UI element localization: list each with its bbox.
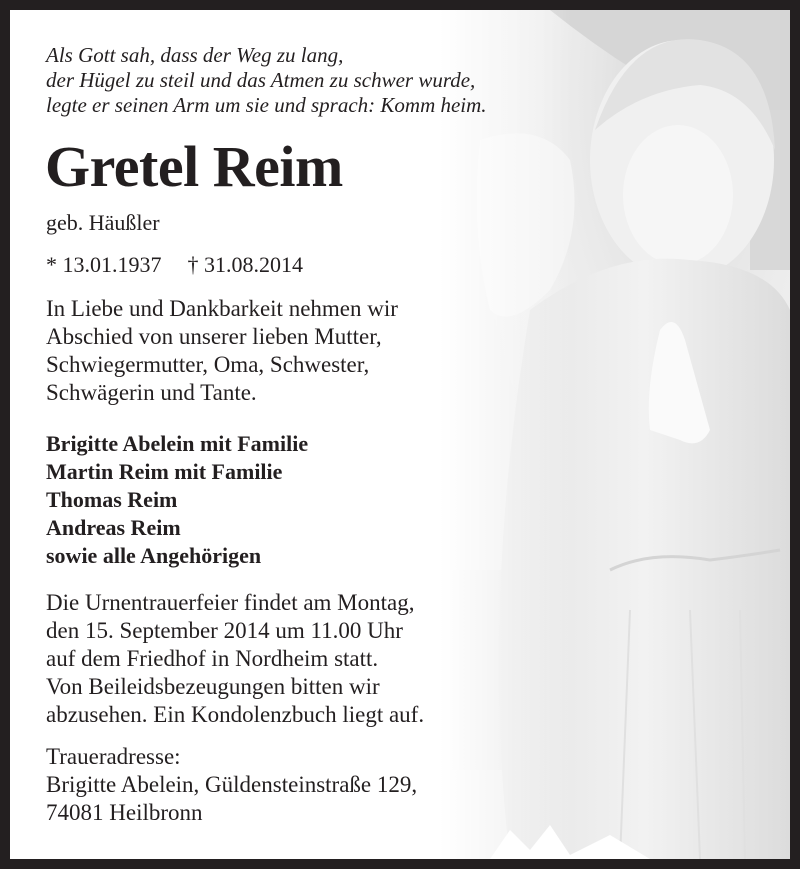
mourner: Martin Reim mit Familie xyxy=(46,459,283,484)
farewell-line: In Liebe und Dankbarkeit nehmen wir xyxy=(46,296,398,321)
poem-line: legte er seinen Arm um sie und sprach: Komm heim. xyxy=(46,93,487,117)
poem-line: Als Gott sah, dass der Weg zu lang, xyxy=(46,43,344,67)
life-dates xyxy=(46,251,303,279)
ceremony-line: Die Urnentrauerfeier findet am Montag, xyxy=(46,590,415,615)
birth-date: * 13.01.1937 xyxy=(46,252,162,277)
memorial-poem xyxy=(46,43,566,118)
ceremony-line: den 15. September 2014 um 11.00 Uhr xyxy=(46,618,403,643)
maiden-name: geb. Häußler xyxy=(46,210,160,235)
address-label: Traueradresse: xyxy=(46,744,181,769)
poem-line: der Hügel zu steil und das Atmen zu schwer wurde, xyxy=(46,68,476,92)
mourner: sowie alle Angehörigen xyxy=(46,543,262,568)
obituary-notice xyxy=(10,10,790,859)
farewell-text xyxy=(46,295,398,407)
address-line: 74081 Heilbronn xyxy=(46,800,203,825)
mourner: Thomas Reim xyxy=(46,487,178,512)
mourning-address xyxy=(46,743,417,827)
mourners-list xyxy=(46,430,308,570)
ceremony-details xyxy=(46,589,424,729)
ceremony-line: Von Beileidsbezeugungen bitten wir xyxy=(46,674,380,699)
mourner: Andreas Reim xyxy=(46,515,181,540)
death-date: † 31.08.2014 xyxy=(187,252,303,277)
farewell-line: Schwägerin und Tante. xyxy=(46,380,257,405)
ceremony-line: auf dem Friedhof in Nordheim statt. xyxy=(46,646,379,671)
mourner: Brigitte Abelein mit Familie xyxy=(46,431,309,456)
ceremony-line: abzusehen. Ein Kondolenzbuch liegt auf. xyxy=(46,702,425,727)
farewell-line: Abschied von unserer lieben Mutter, xyxy=(46,324,382,349)
deceased-name: Gretel Reim xyxy=(45,134,343,199)
address-line: Brigitte Abelein, Güldensteinstraße 129, xyxy=(46,772,418,797)
farewell-line: Schwiegermutter, Oma, Schwester, xyxy=(46,352,370,377)
